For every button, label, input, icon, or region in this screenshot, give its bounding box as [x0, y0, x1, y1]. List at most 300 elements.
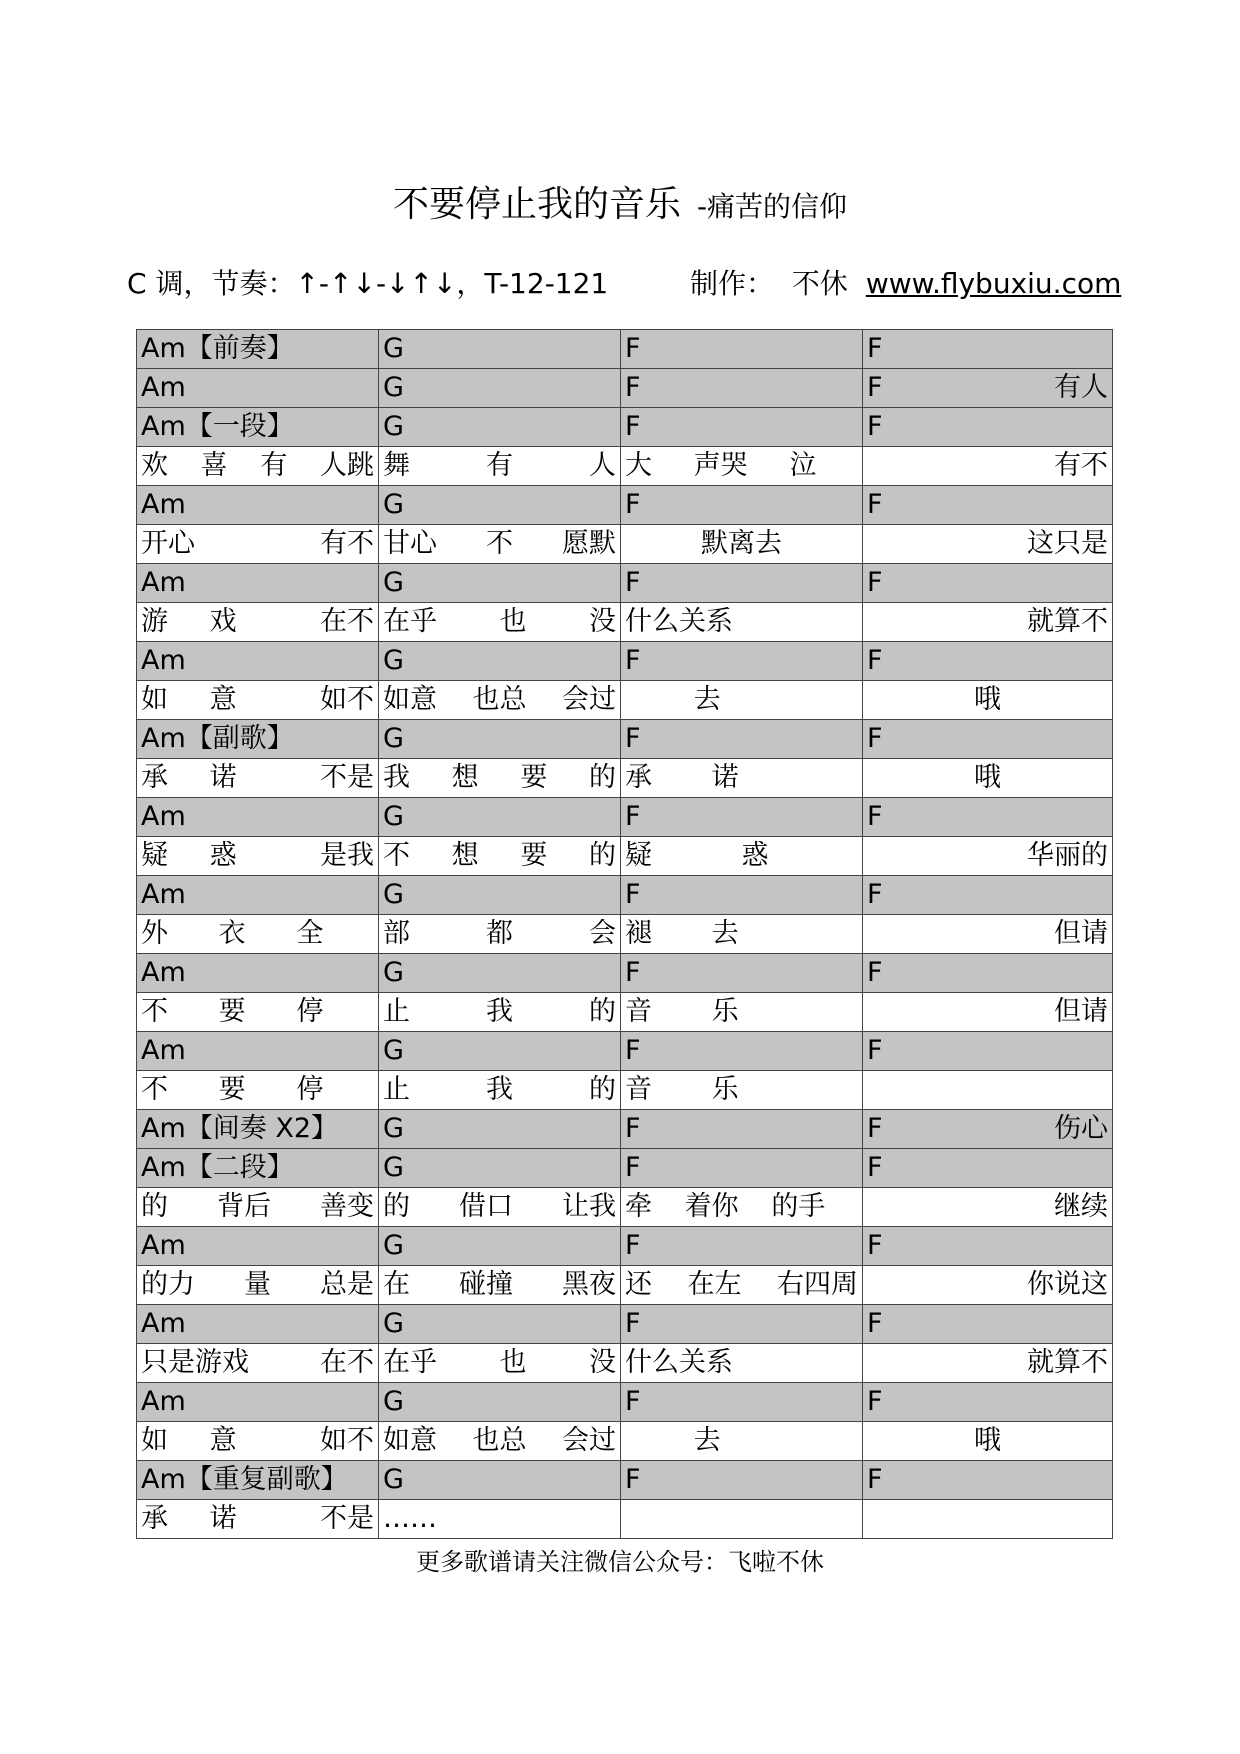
lyric-cell: [379, 1266, 621, 1305]
chord-cell: [863, 408, 1113, 447]
chord-cell: [863, 1383, 1113, 1422]
chord-cell: [621, 408, 863, 447]
cell-text: 乐: [711, 1074, 739, 1105]
lyric-row: [137, 681, 1113, 720]
cell-text: 继续: [1054, 1191, 1108, 1222]
cell-text: 但请: [1054, 996, 1108, 1027]
cell-text: 去: [711, 918, 739, 949]
song-name: 不要停止我的音乐: [392, 184, 681, 225]
chord-cell: [621, 330, 863, 369]
cell-text: Am【前奏】: [141, 333, 294, 364]
cell-text: 在: [383, 1269, 410, 1300]
chord-cell: [137, 876, 379, 915]
cell-text: F: [867, 1152, 883, 1183]
cell-text: G: [383, 489, 404, 520]
cell-text: 的: [588, 840, 616, 871]
lyric-cell: [137, 1422, 379, 1461]
chord-row: [137, 642, 1113, 681]
chord-cell: [621, 1383, 863, 1422]
chord-cell: [621, 1227, 863, 1266]
chord-cell: [621, 1110, 863, 1149]
cell-text: F: [625, 1464, 641, 1495]
cell-text: 音: [625, 996, 652, 1027]
cell-text: 不: [141, 996, 168, 1027]
cell-text: 不是: [319, 762, 374, 793]
cell-text: 诺: [209, 762, 237, 793]
chord-cell: [863, 954, 1113, 993]
lyric-cell: [621, 993, 863, 1032]
cell-text: 有: [260, 450, 288, 481]
cell-text: F: [625, 645, 641, 676]
cell-text: G: [383, 957, 404, 988]
cell-text: 哦: [974, 684, 1001, 715]
chord-cell: [621, 954, 863, 993]
lyric-cell: [379, 1500, 621, 1539]
cell-text: 借口: [459, 1191, 513, 1222]
cell-text: G: [383, 1113, 404, 1144]
cell-text: 音: [625, 1074, 652, 1105]
chord-sheet-table: [136, 329, 1113, 1539]
cell-text: 去: [693, 684, 721, 715]
cell-text: 在不: [320, 1347, 374, 1378]
cell-text: Am: [141, 372, 186, 403]
lyric-cell: [379, 1071, 621, 1110]
lyric-cell: [863, 525, 1113, 564]
cell-text: 你说这: [1027, 1269, 1108, 1300]
cell-text: 在不: [319, 606, 374, 637]
cell-text: 还: [625, 1269, 652, 1300]
lyric-cell: [137, 1500, 379, 1539]
chord-cell: [863, 642, 1113, 681]
chord-cell: [379, 1032, 621, 1071]
cell-text: 止: [383, 996, 410, 1027]
lyric-row: [137, 525, 1113, 564]
cell-text: 不: [141, 1074, 168, 1105]
cell-text: 但请: [1054, 918, 1108, 949]
cell-text: F: [625, 879, 641, 910]
chord-cell: [379, 408, 621, 447]
cell-text: 想: [451, 762, 479, 793]
cell-text: 有不: [320, 528, 374, 559]
chord-cell: [379, 876, 621, 915]
chord-row: [137, 1227, 1113, 1266]
cell-text: 惑: [741, 840, 769, 871]
cell-text: 褪: [625, 918, 652, 949]
lyric-cell: [621, 1500, 863, 1539]
cell-text: 如不: [319, 684, 374, 715]
cell-text: 承: [625, 762, 652, 793]
lyric-row: [137, 915, 1113, 954]
chord-cell: [863, 798, 1113, 837]
cell-text: 的力: [141, 1269, 195, 1300]
cell-text: F: [625, 333, 641, 364]
cell-text: 牵: [625, 1191, 652, 1222]
lyric-row: [137, 1422, 1113, 1461]
cell-text: F: [867, 957, 883, 988]
cell-text: 我: [486, 996, 513, 1027]
cell-text: 想: [451, 840, 479, 871]
cell-text: 有: [486, 450, 513, 481]
cell-text: F: [625, 957, 641, 988]
cell-text: F: [625, 1035, 641, 1066]
chord-cell: [137, 564, 379, 603]
cell-text: 也: [499, 606, 527, 637]
lyric-cell: [621, 1188, 863, 1227]
cell-text: 不: [486, 528, 513, 559]
lyric-cell: [863, 1500, 1113, 1539]
lyric-cell: [863, 603, 1113, 642]
lyric-row: [137, 759, 1113, 798]
lyric-row: [137, 1188, 1113, 1227]
cell-text: 惑: [209, 840, 237, 871]
lyric-cell: [863, 1188, 1113, 1227]
cell-text: 的: [589, 1074, 616, 1105]
chord-cell: [137, 1305, 379, 1344]
chord-row: [137, 1032, 1113, 1071]
lyric-cell: [621, 603, 863, 642]
cell-text: Am【重复副歌】: [141, 1464, 348, 1495]
cell-text: 是我: [319, 840, 374, 871]
cell-text: Am【一段】: [141, 411, 294, 442]
chord-cell: [379, 954, 621, 993]
chord-cell: [137, 1461, 379, 1500]
chord-cell: [863, 876, 1113, 915]
cell-text: 欢: [141, 450, 168, 481]
cell-text: 诺: [711, 762, 739, 793]
cell-text: G: [383, 1464, 404, 1495]
chord-cell: [137, 369, 379, 408]
cell-text: F: [867, 723, 883, 754]
cell-text: 部: [383, 918, 410, 949]
chord-cell: [137, 1383, 379, 1422]
footer-note: 更多歌谱请关注微信公众号：飞啦不休: [416, 1548, 824, 1576]
lyric-cell: [863, 1266, 1113, 1305]
chord-row: [137, 564, 1113, 603]
cell-text: 戏: [209, 606, 237, 637]
chord-row: [137, 330, 1113, 369]
cell-text: Am: [141, 645, 186, 676]
cell-text: 伤心: [1054, 1113, 1108, 1144]
cell-text: 什么关系: [625, 1347, 733, 1378]
cell-text: F: [867, 1230, 883, 1261]
cell-text: 如: [141, 1425, 168, 1456]
cell-text: 会: [589, 918, 616, 949]
chord-cell: [621, 1149, 863, 1188]
cell-text: 衣: [218, 918, 246, 949]
lyric-cell: [137, 993, 379, 1032]
lyric-cell: [137, 1266, 379, 1305]
chord-row: [137, 954, 1113, 993]
chord-cell: [379, 486, 621, 525]
chord-cell: [621, 720, 863, 759]
cell-text: 喜: [200, 450, 228, 481]
cell-text: F: [625, 1308, 641, 1339]
cell-text: 会过: [562, 684, 616, 715]
cell-text: F: [625, 1386, 641, 1417]
cell-text: 人: [589, 450, 616, 481]
chord-cell: [863, 1110, 1113, 1149]
lyric-cell: [137, 915, 379, 954]
lyric-cell: [137, 1188, 379, 1227]
cell-text: F: [867, 1386, 883, 1417]
cell-text: 黑夜: [562, 1269, 616, 1300]
cell-text: 在乎: [383, 606, 437, 637]
cell-text: 如意: [383, 1425, 437, 1456]
cell-text: 停: [296, 1074, 324, 1105]
maker-label: 制作： 不休: [690, 267, 848, 300]
lyric-row: [137, 837, 1113, 876]
lyric-cell: [863, 993, 1113, 1032]
lyric-row: [137, 1500, 1113, 1539]
cell-text: G: [383, 801, 404, 832]
lyric-row: [137, 1266, 1113, 1305]
cell-text: 游: [141, 606, 168, 637]
cell-text: G: [383, 879, 404, 910]
lyric-cell: [863, 681, 1113, 720]
cell-text: G: [383, 333, 404, 364]
cell-text: 什么关系: [625, 606, 733, 637]
cell-text: 乐: [711, 996, 739, 1027]
cell-text: F: [625, 567, 641, 598]
cell-text: F: [867, 567, 883, 598]
cell-text: 我: [383, 762, 410, 793]
cell-text: 也: [499, 1347, 527, 1378]
chord-cell: [863, 1032, 1113, 1071]
chord-row: [137, 1149, 1113, 1188]
cell-text: Am: [141, 1308, 186, 1339]
cell-text: 意: [209, 1425, 237, 1456]
cell-text: F: [867, 411, 883, 442]
cell-text: 在左: [687, 1269, 742, 1300]
chord-cell: [137, 408, 379, 447]
cell-text: 的: [589, 996, 616, 1027]
chord-cell: [621, 1461, 863, 1500]
lyric-cell: [379, 1344, 621, 1383]
cell-text: Am: [141, 801, 186, 832]
cell-text: Am【间奏 X2】: [141, 1113, 339, 1144]
cell-text: G: [383, 1152, 404, 1183]
lyric-row: [137, 1071, 1113, 1110]
cell-text: F: [625, 1113, 641, 1144]
lyric-cell: [621, 681, 863, 720]
cell-text: 要: [520, 840, 548, 871]
chord-cell: [621, 642, 863, 681]
cell-text: 就算不: [1027, 1347, 1108, 1378]
cell-text: G: [383, 1308, 404, 1339]
chord-cell: [137, 642, 379, 681]
cell-text: 没: [589, 1347, 616, 1378]
chord-row: [137, 1383, 1113, 1422]
cell-text: Am【副歌】: [141, 723, 294, 754]
cell-text: 背后: [217, 1191, 271, 1222]
lyric-cell: [863, 1422, 1113, 1461]
lyric-cell: [379, 603, 621, 642]
cell-text: 承: [141, 1503, 168, 1534]
chord-cell: [863, 330, 1113, 369]
chord-row: [137, 486, 1113, 525]
cell-text: F: [867, 879, 883, 910]
cell-text: F: [625, 801, 641, 832]
cell-text: 开心: [141, 528, 195, 559]
cell-text: 善变: [320, 1191, 374, 1222]
cell-text: 有人: [1054, 372, 1108, 403]
chord-cell: [863, 564, 1113, 603]
cell-text: 都: [486, 918, 513, 949]
chord-cell: [621, 486, 863, 525]
cell-text: G: [383, 723, 404, 754]
chord-cell: [137, 798, 379, 837]
cell-text: Am: [141, 879, 186, 910]
cell-text: Am: [141, 1230, 186, 1261]
cell-text: 在乎: [383, 1347, 437, 1378]
cell-text: 的: [383, 1191, 410, 1222]
cell-text: 不是: [319, 1503, 374, 1534]
cell-text: 甘心: [383, 528, 437, 559]
lyric-cell: [137, 1071, 379, 1110]
lyric-cell: [379, 915, 621, 954]
lyric-cell: [621, 1422, 863, 1461]
chord-row: [137, 720, 1113, 759]
cell-text: 去: [693, 1425, 721, 1456]
cell-text: 哦: [974, 1425, 1001, 1456]
lyric-cell: [379, 681, 621, 720]
cell-text: F: [625, 372, 641, 403]
cell-text: Am: [141, 489, 186, 520]
lyric-cell: [621, 447, 863, 486]
cell-text: F: [625, 723, 641, 754]
cell-text: F: [867, 645, 883, 676]
cell-text: 只是游戏: [141, 1347, 249, 1378]
chord-cell: [137, 1110, 379, 1149]
lyric-cell: [621, 1071, 863, 1110]
cell-text: 如: [141, 684, 168, 715]
lyric-cell: [863, 837, 1113, 876]
chord-cell: [379, 1383, 621, 1422]
cell-text: 碰撞: [459, 1269, 513, 1300]
lyric-cell: [137, 525, 379, 564]
chord-cell: [379, 1461, 621, 1500]
chord-cell: [863, 486, 1113, 525]
cell-text: Am: [141, 1386, 186, 1417]
chord-cell: [379, 642, 621, 681]
chord-cell: [137, 330, 379, 369]
chord-cell: [379, 798, 621, 837]
chord-cell: [379, 1305, 621, 1344]
cell-text: 要: [520, 762, 548, 793]
cell-text: 如不: [319, 1425, 374, 1456]
lyric-cell: [621, 915, 863, 954]
cell-text: 外: [141, 918, 168, 949]
cell-text: 没: [589, 606, 616, 637]
cell-text: 要: [218, 996, 246, 1027]
cell-text: 意: [209, 684, 237, 715]
chord-cell: [379, 1110, 621, 1149]
chord-cell: [863, 1227, 1113, 1266]
cell-text: G: [383, 372, 404, 403]
cell-text: 也总: [472, 1425, 527, 1456]
cell-text: 不: [383, 840, 410, 871]
lyric-cell: [863, 915, 1113, 954]
cell-text: 量: [244, 1269, 271, 1300]
cell-text: Am: [141, 567, 186, 598]
lyric-cell: [379, 837, 621, 876]
lyric-row: [137, 1344, 1113, 1383]
chord-cell: [379, 369, 621, 408]
cell-text: 让我: [562, 1191, 616, 1222]
chord-cell: [137, 1032, 379, 1071]
chord-cell: [379, 330, 621, 369]
chord-cell: [621, 1032, 863, 1071]
cell-text: 华丽的: [1027, 840, 1108, 871]
cell-text: 也总: [472, 684, 527, 715]
cell-text: 的: [588, 762, 616, 793]
cell-text: 疑: [141, 840, 168, 871]
chord-cell: [621, 876, 863, 915]
cell-text: F: [867, 1113, 883, 1144]
cell-text: F: [867, 1464, 883, 1495]
lyric-cell: [621, 837, 863, 876]
cell-text: Am【二段】: [141, 1152, 294, 1183]
cell-text: 哦: [974, 762, 1001, 793]
chord-cell: [621, 798, 863, 837]
lyric-cell: [137, 447, 379, 486]
cell-text: Am: [141, 1035, 186, 1066]
website-link[interactable]: www.flybuxiu.com: [865, 267, 1122, 300]
lyric-row: [137, 993, 1113, 1032]
lyric-cell: [379, 993, 621, 1032]
cell-text: 愿默: [562, 528, 616, 559]
chord-cell: [863, 369, 1113, 408]
lyric-cell: [379, 447, 621, 486]
cell-text: G: [383, 567, 404, 598]
chord-cell: [379, 564, 621, 603]
cell-text: 人跳: [319, 450, 374, 481]
lyric-cell: [137, 1344, 379, 1383]
cell-text: G: [383, 1230, 404, 1261]
chord-row: [137, 1110, 1113, 1149]
chord-cell: [137, 954, 379, 993]
lyric-cell: [379, 1188, 621, 1227]
cell-text: F: [867, 333, 883, 364]
chord-row: [137, 369, 1113, 408]
chord-cell: [863, 720, 1113, 759]
cell-text: 全: [296, 918, 324, 949]
chord-row: [137, 798, 1113, 837]
cell-text: ……: [383, 1503, 437, 1534]
cell-text: 我: [486, 1074, 513, 1105]
lyric-cell: [379, 1422, 621, 1461]
lyric-cell: [621, 525, 863, 564]
cell-text: 有不: [1054, 450, 1108, 481]
cell-text: F: [867, 1308, 883, 1339]
cell-text: 疑: [625, 840, 652, 871]
cell-text: F: [867, 372, 883, 403]
key-rhythm-info: C 调，节奏：↑-↑↓-↓↑↓，T-12-121: [127, 267, 609, 300]
lyric-cell: [621, 1266, 863, 1305]
lyric-cell: [863, 447, 1113, 486]
chord-cell: [379, 1149, 621, 1188]
chord-row: [137, 1305, 1113, 1344]
chord-cell: [137, 486, 379, 525]
chord-row: [137, 408, 1113, 447]
lyric-cell: [137, 837, 379, 876]
artist-name: -痛苦的信仰: [696, 190, 848, 223]
cell-text: F: [625, 1230, 641, 1261]
cell-text: 右四周: [777, 1269, 858, 1300]
cell-text: F: [625, 1152, 641, 1183]
lyric-cell: [379, 759, 621, 798]
cell-text: 如意: [383, 684, 437, 715]
